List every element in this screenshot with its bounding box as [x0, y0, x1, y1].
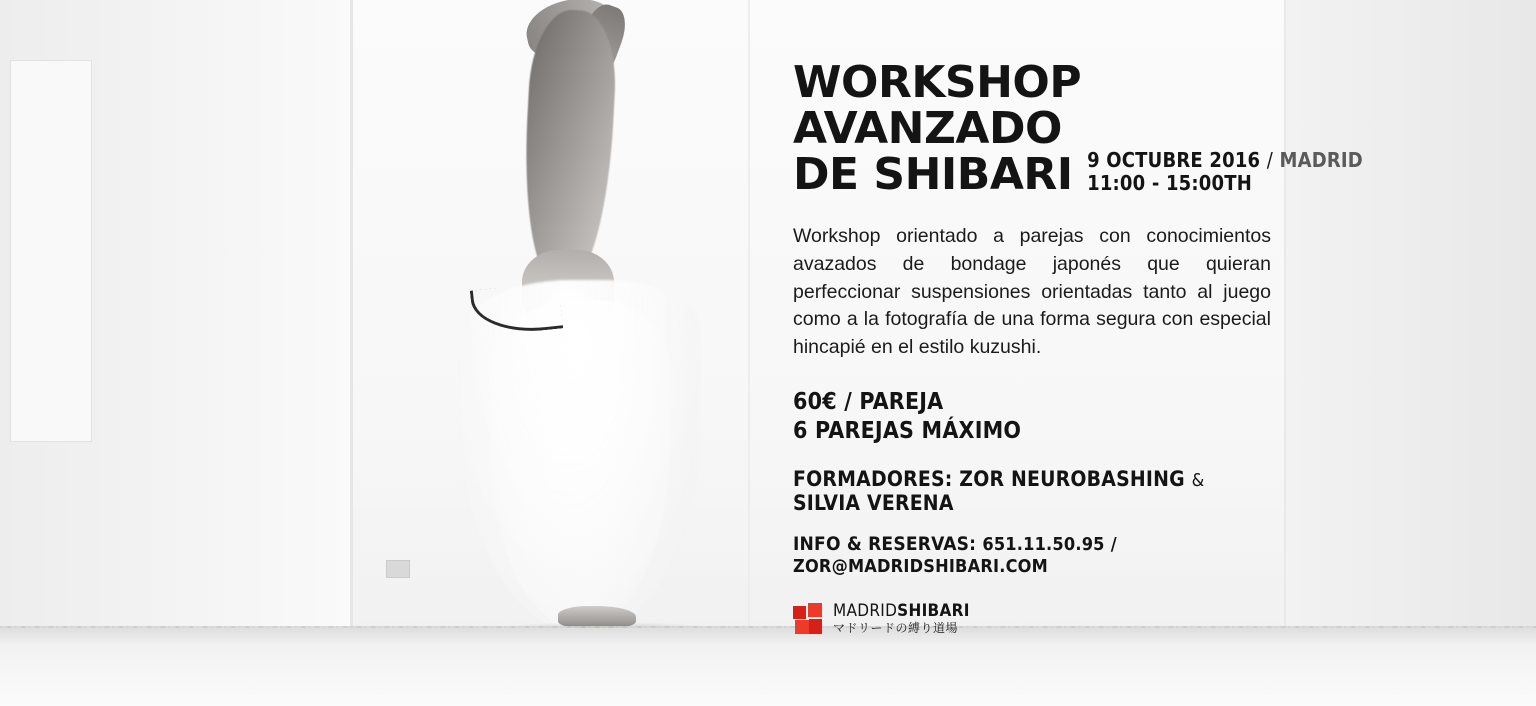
poster-headline [793, 57, 1082, 200]
headline-line-2: AVANZADO [793, 102, 1062, 154]
event-description: Workshop orientado a parejas con conocimientos avazados de bondage japonés que quieran perfeccionar suspensiones orientadas tanto al juego como a la fotografía de una forma segura con especial hincapié en el estilo kuzushi. [793, 225, 1271, 358]
contact-separator: / [1110, 533, 1117, 555]
contact-line [793, 533, 1273, 577]
trainer-first: ZOR NEUROBASHING [959, 466, 1185, 491]
dancer-figure [430, 0, 730, 640]
wall-outlet [386, 560, 410, 578]
trainers-ampersand: & [1191, 469, 1205, 491]
logo-japanese: マドリードの縛り道場 [833, 621, 959, 636]
headline-line-1: WORKSHOP [793, 57, 1082, 108]
event-city: MADRID [1279, 148, 1363, 173]
headline-line-3: DE SHIBARI [793, 148, 1073, 200]
contact-email[interactable]: ZOR@MADRIDSHIBARI.COM [793, 555, 1048, 577]
event-date: 9 OCTUBRE 2016 [1087, 148, 1261, 173]
trainers-line [793, 467, 1273, 515]
price-fee: 60€ / PAREJA [793, 388, 944, 415]
madridshibari-logo-icon [793, 603, 823, 635]
logo-text [833, 600, 970, 636]
contact-phone[interactable]: 651.11.50.95 [982, 533, 1105, 555]
wall-seam [748, 0, 750, 630]
price-capacity: 6 PAREJAS MÁXIMO [793, 418, 1022, 445]
logo-name-part-1: MADRID [833, 600, 898, 621]
floor [0, 628, 1536, 706]
trainers-label: FORMADORES: [793, 466, 953, 491]
meta-separator: / [1266, 148, 1273, 173]
wall-frame [10, 60, 92, 442]
logo-name [833, 600, 970, 621]
title-row [793, 57, 1363, 200]
event-meta [1087, 149, 1363, 197]
contact-label: INFO & RESERVAS: [793, 532, 977, 555]
trainer-second: SILVIA VERENA [793, 490, 954, 515]
wall-right [1286, 0, 1536, 630]
brand-logo[interactable] [793, 600, 1273, 636]
price-block [793, 388, 1273, 447]
event-time: 11:00 - 15:00TH [1087, 171, 1252, 196]
wall-seam [350, 0, 353, 636]
logo-name-part-2: SHIBARI [897, 600, 970, 621]
text-panel [793, 57, 1363, 636]
